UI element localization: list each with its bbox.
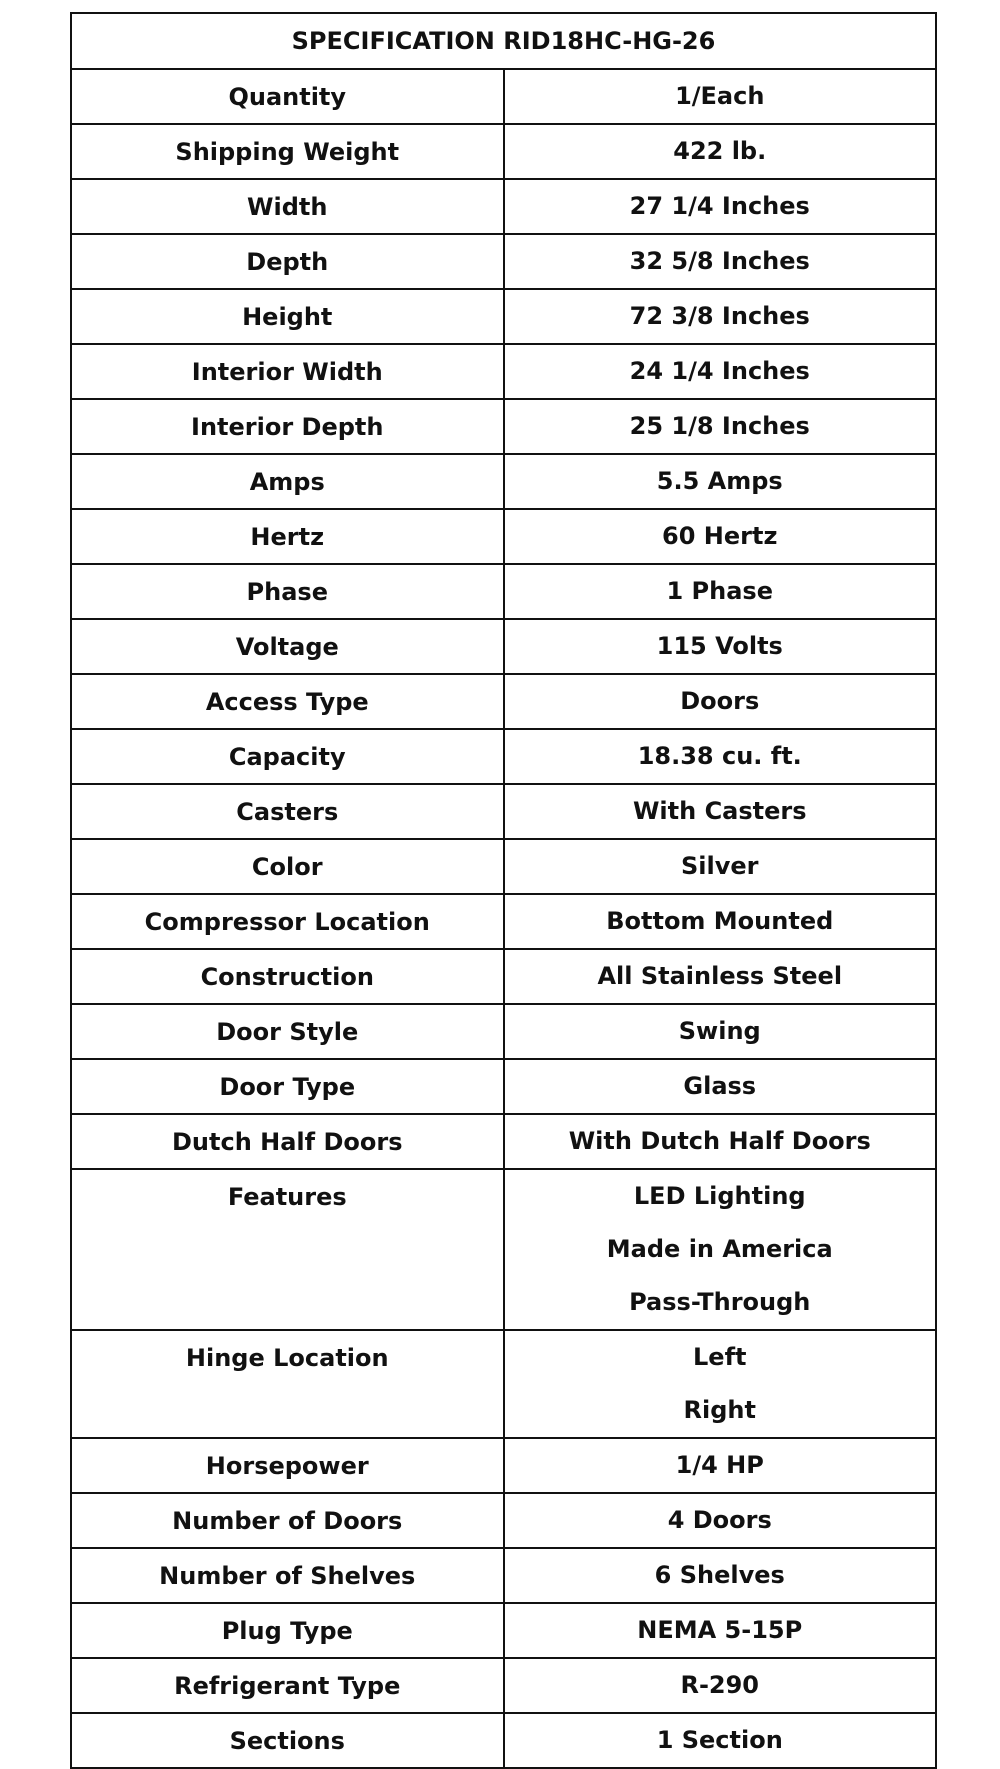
spec-label: Amps <box>249 467 325 496</box>
spec-label-cell <box>71 1603 504 1658</box>
spec-label: Sections <box>229 1726 345 1755</box>
spec-value: 1 Section <box>656 1726 783 1754</box>
spec-label-cell <box>71 839 504 894</box>
table-row <box>71 1548 936 1603</box>
spec-value: 422 lb. <box>673 137 767 165</box>
spec-label-cell <box>71 1004 504 1059</box>
spec-label-cell <box>71 179 504 234</box>
spec-value: Left <box>693 1343 747 1371</box>
table-row <box>71 179 936 234</box>
spec-label: Plug Type <box>221 1616 353 1645</box>
spec-value: 1/4 HP <box>675 1451 764 1479</box>
spec-label-cell <box>71 674 504 729</box>
spec-label-cell <box>71 949 504 1004</box>
spec-label: Casters <box>236 797 339 826</box>
spec-label: Voltage <box>235 632 339 661</box>
spec-value: With Casters <box>632 797 807 825</box>
table-row <box>71 784 936 839</box>
spec-value: Swing <box>678 1017 761 1045</box>
spec-label: Refrigerant Type <box>174 1671 401 1700</box>
spec-value: 32 5/8 Inches <box>629 247 810 275</box>
table-row <box>71 69 936 124</box>
spec-value-cell <box>504 234 937 289</box>
spec-label: Number of Shelves <box>159 1561 416 1590</box>
spec-value-cell <box>504 619 937 674</box>
spec-value-cell <box>504 1493 937 1548</box>
spec-label-cell <box>71 729 504 784</box>
spec-value: 1/Each <box>675 82 765 110</box>
spec-label-cell <box>71 1059 504 1114</box>
spec-label: Hinge Location <box>185 1344 389 1372</box>
spec-value: 24 1/4 Inches <box>629 357 810 385</box>
spec-value-cell <box>504 454 937 509</box>
spec-label: Height <box>242 302 333 331</box>
spec-value: 5.5 Amps <box>656 467 783 495</box>
spec-value-cell <box>504 949 937 1004</box>
spec-label-cell <box>71 784 504 839</box>
spec-value-cell <box>504 784 937 839</box>
spec-value: 1 Phase <box>666 577 773 605</box>
spec-label: Access Type <box>205 687 369 716</box>
spec-label-cell <box>71 234 504 289</box>
spec-label-cell <box>71 509 504 564</box>
spec-value: All Stainless Steel <box>597 962 843 990</box>
spec-label-cell <box>71 894 504 949</box>
spec-value: Doors <box>680 687 760 715</box>
spec-value: With Dutch Half Doors <box>568 1127 871 1155</box>
spec-label-cell <box>71 399 504 454</box>
spec-label: Interior Width <box>191 357 383 386</box>
spec-label-cell <box>71 1330 504 1438</box>
spec-label: Dutch Half Doors <box>172 1127 403 1156</box>
spec-value: 60 Hertz <box>662 522 778 550</box>
spec-label-cell <box>71 344 504 399</box>
spec-label-cell <box>71 1114 504 1169</box>
spec-value-cell <box>504 1658 937 1713</box>
table-row <box>71 234 936 289</box>
table-row <box>71 509 936 564</box>
spec-value-cell <box>504 289 937 344</box>
table-title: SPECIFICATION RID18HC-HG-26 <box>71 13 936 69</box>
table-header <box>71 13 936 69</box>
spec-value-cell <box>504 729 937 784</box>
table-row <box>71 1438 936 1493</box>
spec-value-cell <box>504 509 937 564</box>
table-body <box>71 69 936 1768</box>
spec-value: LED Lighting <box>633 1182 806 1210</box>
spec-value-cell <box>504 1713 937 1768</box>
spec-label: Color <box>251 852 323 881</box>
spec-value: 115 Volts <box>656 632 783 660</box>
spec-label: Construction <box>200 962 374 991</box>
spec-value: R-290 <box>680 1671 760 1699</box>
spec-label-cell <box>71 1493 504 1548</box>
spec-value-cell <box>504 564 937 619</box>
spec-label-cell <box>71 1713 504 1768</box>
table-row <box>71 1059 936 1114</box>
spec-value: 6 Shelves <box>654 1561 785 1589</box>
spec-label: Interior Depth <box>191 412 384 441</box>
table-row <box>71 1114 936 1169</box>
spec-label: Door Type <box>219 1072 356 1101</box>
spec-label-cell <box>71 124 504 179</box>
spec-value-cell <box>504 179 937 234</box>
table-row <box>71 619 936 674</box>
spec-value-cell <box>504 1114 937 1169</box>
table-row <box>71 894 936 949</box>
spec-value: Right <box>683 1396 756 1424</box>
table-row <box>71 674 936 729</box>
table-row <box>71 564 936 619</box>
spec-label: Phase <box>246 577 328 606</box>
spec-value-cell <box>504 1004 937 1059</box>
spec-value-cell <box>504 1059 937 1114</box>
table-row <box>71 399 936 454</box>
spec-value-cell <box>504 894 937 949</box>
spec-value: Pass-Through <box>629 1288 811 1316</box>
spec-value: 18.38 cu. ft. <box>637 742 802 770</box>
spec-value: 72 3/8 Inches <box>629 302 810 330</box>
spec-value: 25 1/8 Inches <box>629 412 810 440</box>
spec-label-cell <box>71 69 504 124</box>
spec-label-cell <box>71 454 504 509</box>
table-row <box>71 1658 936 1713</box>
title-row <box>71 13 936 69</box>
spec-label: Shipping Weight <box>175 137 400 166</box>
spec-value: Glass <box>683 1072 757 1100</box>
spec-value: Silver <box>681 852 759 880</box>
spec-label: Door Style <box>216 1017 359 1046</box>
spec-label: Features <box>227 1183 347 1211</box>
table-row <box>71 454 936 509</box>
spec-label-cell <box>71 1169 504 1330</box>
spec-label: Quantity <box>228 82 347 111</box>
spec-label: Hertz <box>250 522 325 551</box>
spec-value-cell <box>504 1169 937 1330</box>
spec-label-cell <box>71 289 504 344</box>
spec-value: 27 1/4 Inches <box>629 192 810 220</box>
table-row <box>71 289 936 344</box>
table-row <box>71 1169 936 1330</box>
spec-value: 4 Doors <box>667 1506 772 1534</box>
spec-label: Depth <box>246 247 329 276</box>
spec-label-cell <box>71 619 504 674</box>
spec-value-cell <box>504 1438 937 1493</box>
table-row <box>71 1713 936 1768</box>
spec-label-cell <box>71 564 504 619</box>
table-row <box>71 1493 936 1548</box>
spec-label: Capacity <box>228 742 346 771</box>
spec-label-cell <box>71 1658 504 1713</box>
spec-value: NEMA 5-15P <box>637 1616 803 1644</box>
table-row <box>71 1004 936 1059</box>
table-row <box>71 1330 936 1438</box>
spec-label-cell <box>71 1438 504 1493</box>
spec-label: Number of Doors <box>172 1506 403 1535</box>
spec-label-cell <box>71 1548 504 1603</box>
spec-value-cell <box>504 399 937 454</box>
spec-value-cell <box>504 344 937 399</box>
spec-label: Compressor Location <box>144 907 430 936</box>
spec-value-cell <box>504 124 937 179</box>
table-row <box>71 344 936 399</box>
spec-value-cell <box>504 674 937 729</box>
spec-label: Horsepower <box>205 1451 369 1480</box>
table-row <box>71 1603 936 1658</box>
table-row <box>71 729 936 784</box>
spec-value-cell <box>504 69 937 124</box>
spec-value: Bottom Mounted <box>606 907 834 935</box>
spec-value-cell <box>504 839 937 894</box>
table-row <box>71 949 936 1004</box>
spec-value: Made in America <box>606 1235 833 1263</box>
spec-value-cell <box>504 1330 937 1438</box>
spec-label: Width <box>247 192 328 221</box>
specification-table <box>70 12 937 1769</box>
table-row <box>71 839 936 894</box>
table-row <box>71 124 936 179</box>
spec-value-cell <box>504 1603 937 1658</box>
spec-value-cell <box>504 1548 937 1603</box>
